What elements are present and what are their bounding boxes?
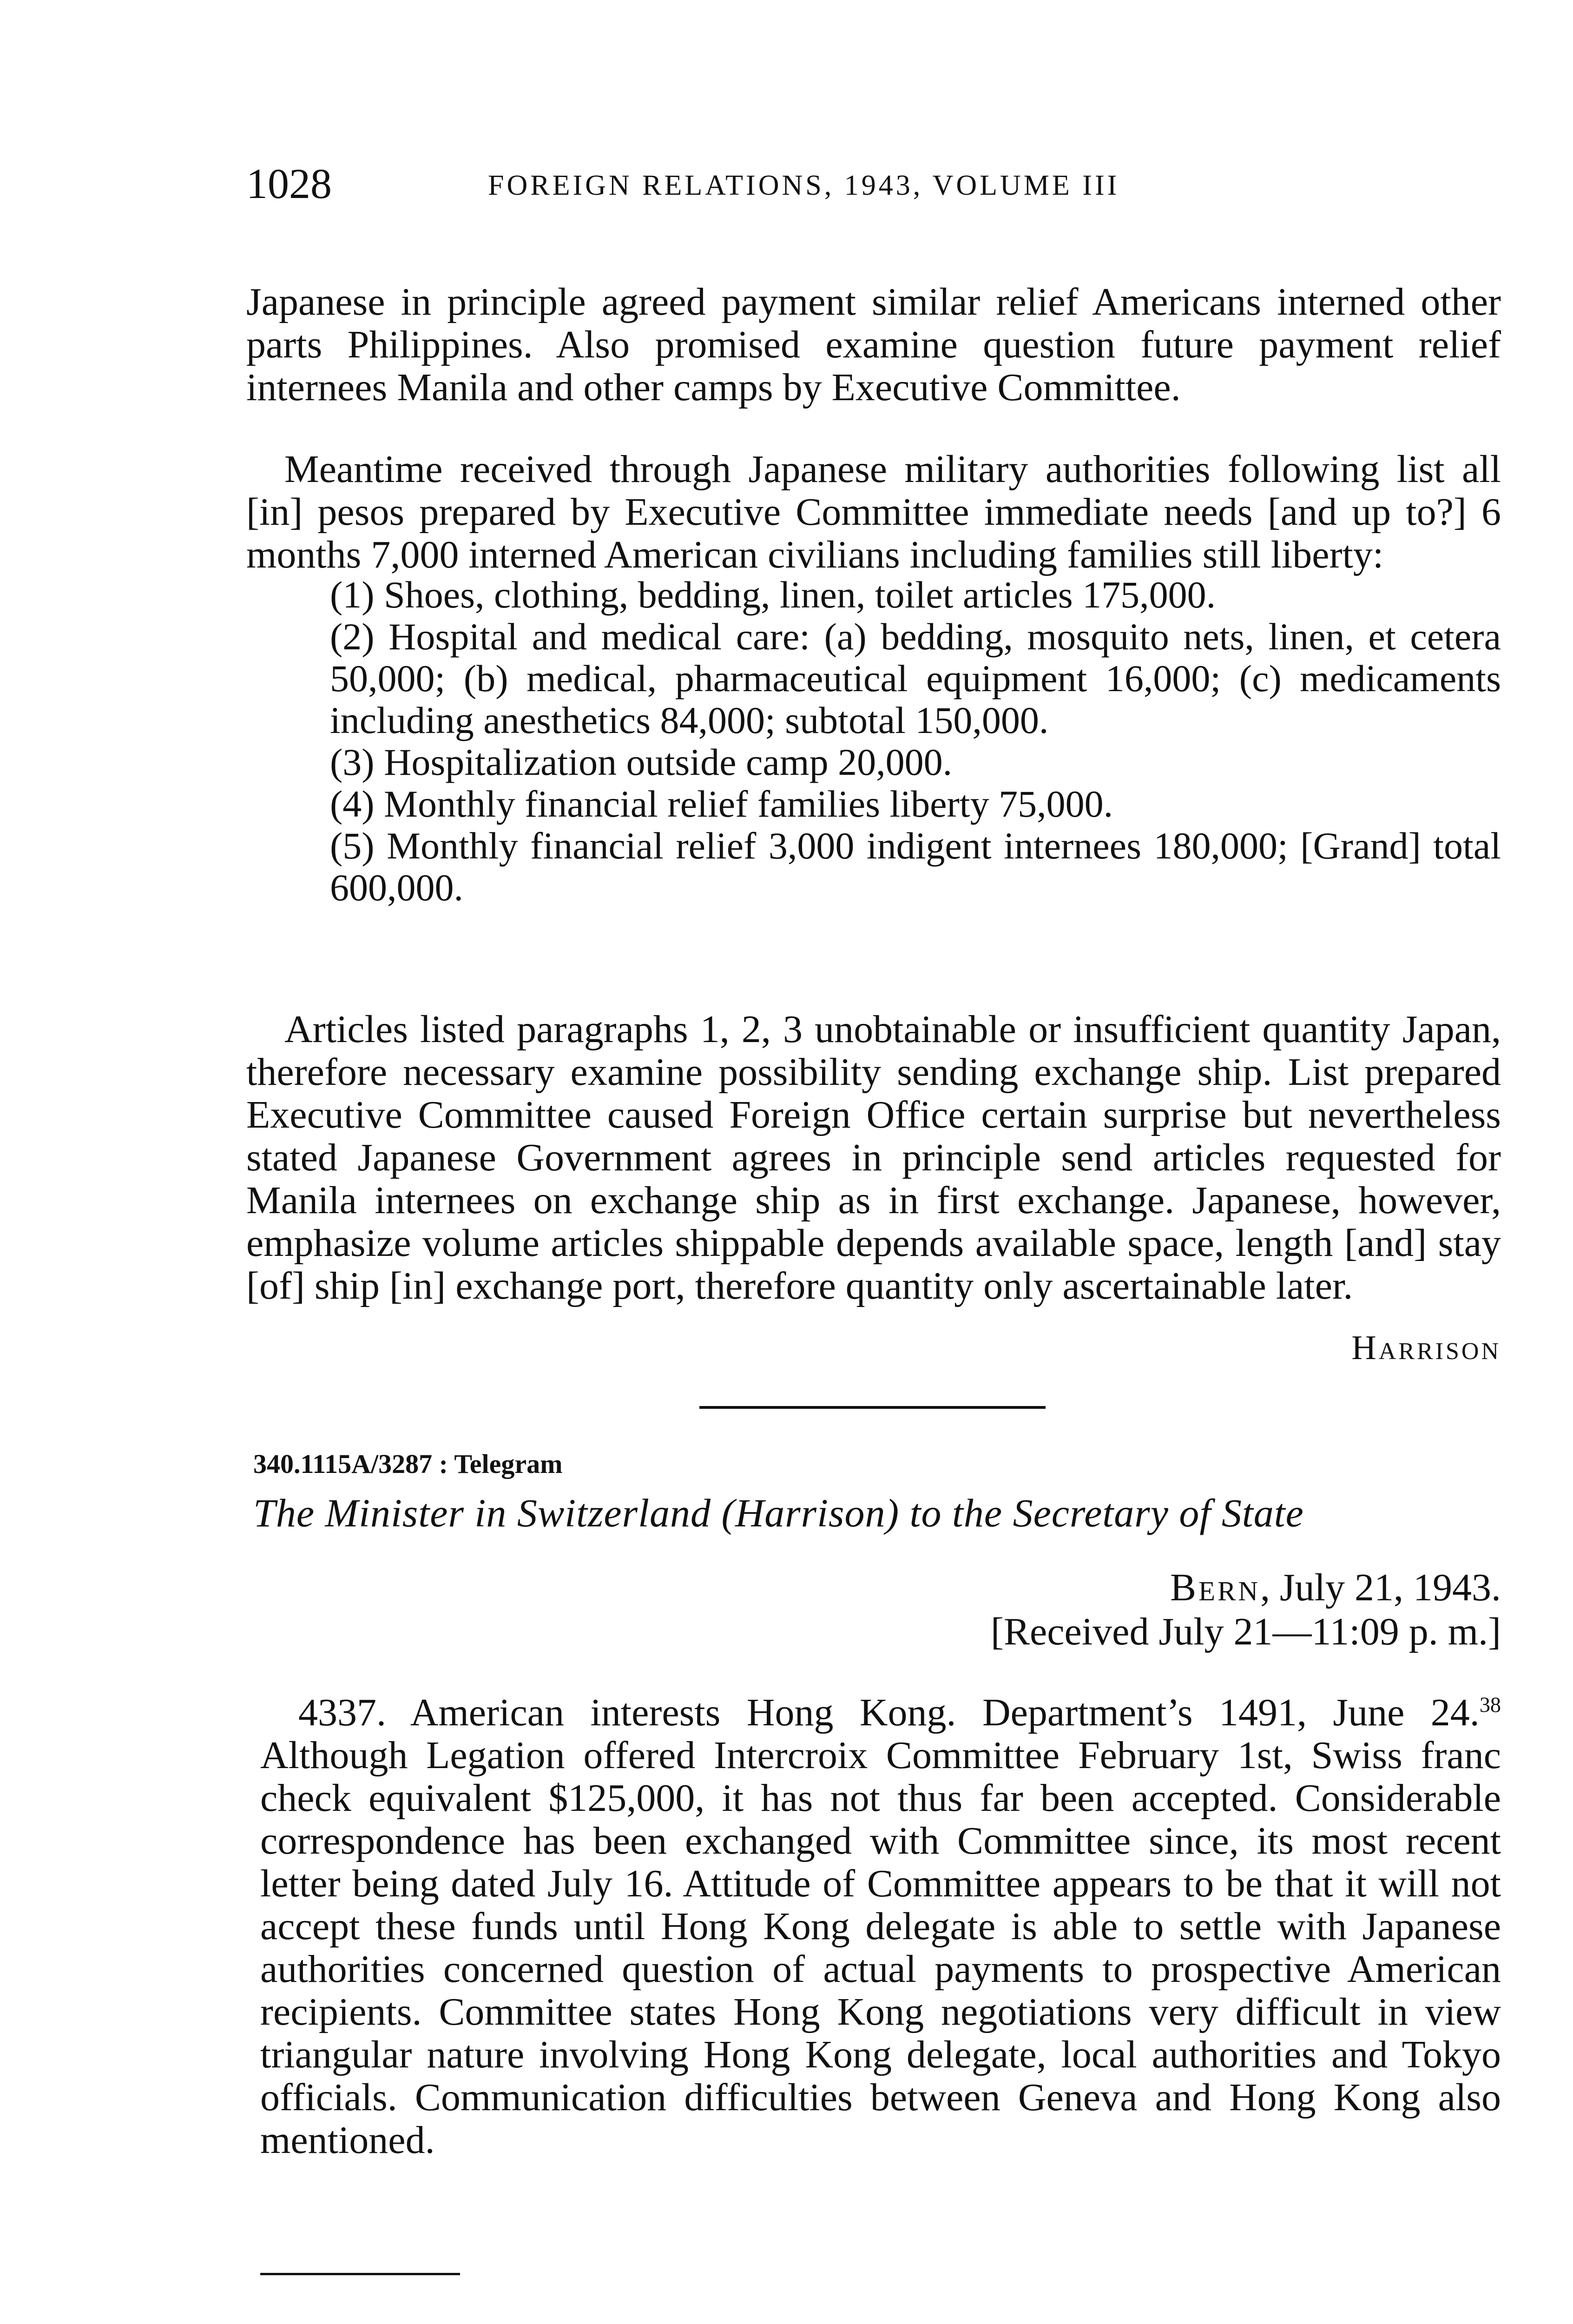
articles-paragraph: Articles listed paragraphs 1, 2, 3 unobtainable or insufficient quantity Japan, therefore necessary examine possibility sending exchange ship. List prepared Executive Committee caused Foreign Office certain surprise but nevertheless stated Japanese Government agrees in principle send articles requested for Manila internees on exchange ship as in first exchange. Japanese, however, emphasize volume articles shippable depends available space, length [and] stay [of] ship [in] exchange port, therefore quantity only ascertainable later. <box>246 1008 1501 1307</box>
telegram-text: Although Legation offered Intercroix Committee February 1st, Swiss franc check equivalent $125,000, it has not thus far been accepted. Considerable correspondence has been exchanged with Committee since, its most recent letter being dated July 16. Attitude of Committee appears to be that it will not accept these funds until Hong Kong delegate is able to settle with Japanese authorities concerned question of actual payments to prospective American recipients. Committee states Hong Kong negotiations very difficult in view triangular nature involving Hong Kong delegate, local authorities and Tokyo officials. Communication difficulties between Geneva and Hong Kong also mentioned. <box>260 1734 1501 2162</box>
list-item-indigent-relief: (5) Monthly financial relief 3,000 indigent internees 180,000; [Grand] total 600,000. <box>330 825 1501 909</box>
received-line: [Received July 21—11:09 p. m.] <box>990 1610 1501 1653</box>
needs-list-introduction: Meantime received through Japanese military authorities following list all [in] pesos prepared by Executive Committee immediate needs [and up to?] 6 months 7,000 interned American civilians including families still liberty: <box>246 448 1501 576</box>
list-item-hospital-medical: (2) Hospital and medical care: (a) bedding, mosquito nets, linen, et cetera 50,000; (b) medical, pharmaceutical equipment 16,000; (c) medicaments including anesthetics 84,000; subtotal 150,000. <box>330 615 1501 741</box>
page-number: 1028 <box>246 160 332 207</box>
document-title: The Minister in Switzerland (Harrison) to the Secretary of State <box>253 1491 1304 1535</box>
list-item-hospitalization: (3) Hospitalization outside camp 20,000. <box>330 741 953 783</box>
dateline-place: Bern <box>1170 1566 1260 1609</box>
section-divider <box>699 1406 1046 1409</box>
list-item-shoes-clothing: (1) Shoes, clothing, bedding, linen, toilet articles 175,000. <box>330 574 1216 616</box>
file-reference: 340.1115A/3287 : Telegram <box>253 1449 563 1479</box>
telegram-intro: 4337. American interests Hong Kong. Department’s 1491, June 24. <box>298 1691 1480 1734</box>
place-date <box>1170 1566 1501 1609</box>
signature-harrison: Harrison <box>1351 1329 1501 1367</box>
continuation-paragraph: Japanese in principle agreed payment similar relief Americans interned other parts Philippines. Also promised examine question future payment relief internees Manila and other camps by Executive Committee. <box>246 280 1501 409</box>
footnote-divider <box>260 2273 460 2275</box>
footnote-reference[interactable]: 38 <box>1479 1693 1501 1717</box>
running-head <box>246 158 1501 214</box>
telegram-body <box>260 1691 1501 2162</box>
list-item-families-relief: (4) Monthly financial relief families liberty 75,000. <box>330 783 1113 825</box>
dateline-date: , July 21, 1943. <box>1260 1566 1501 1609</box>
running-head-title: FOREIGN RELATIONS, 1943, VOLUME III <box>488 170 1120 201</box>
relief-needs-list <box>330 574 1501 909</box>
